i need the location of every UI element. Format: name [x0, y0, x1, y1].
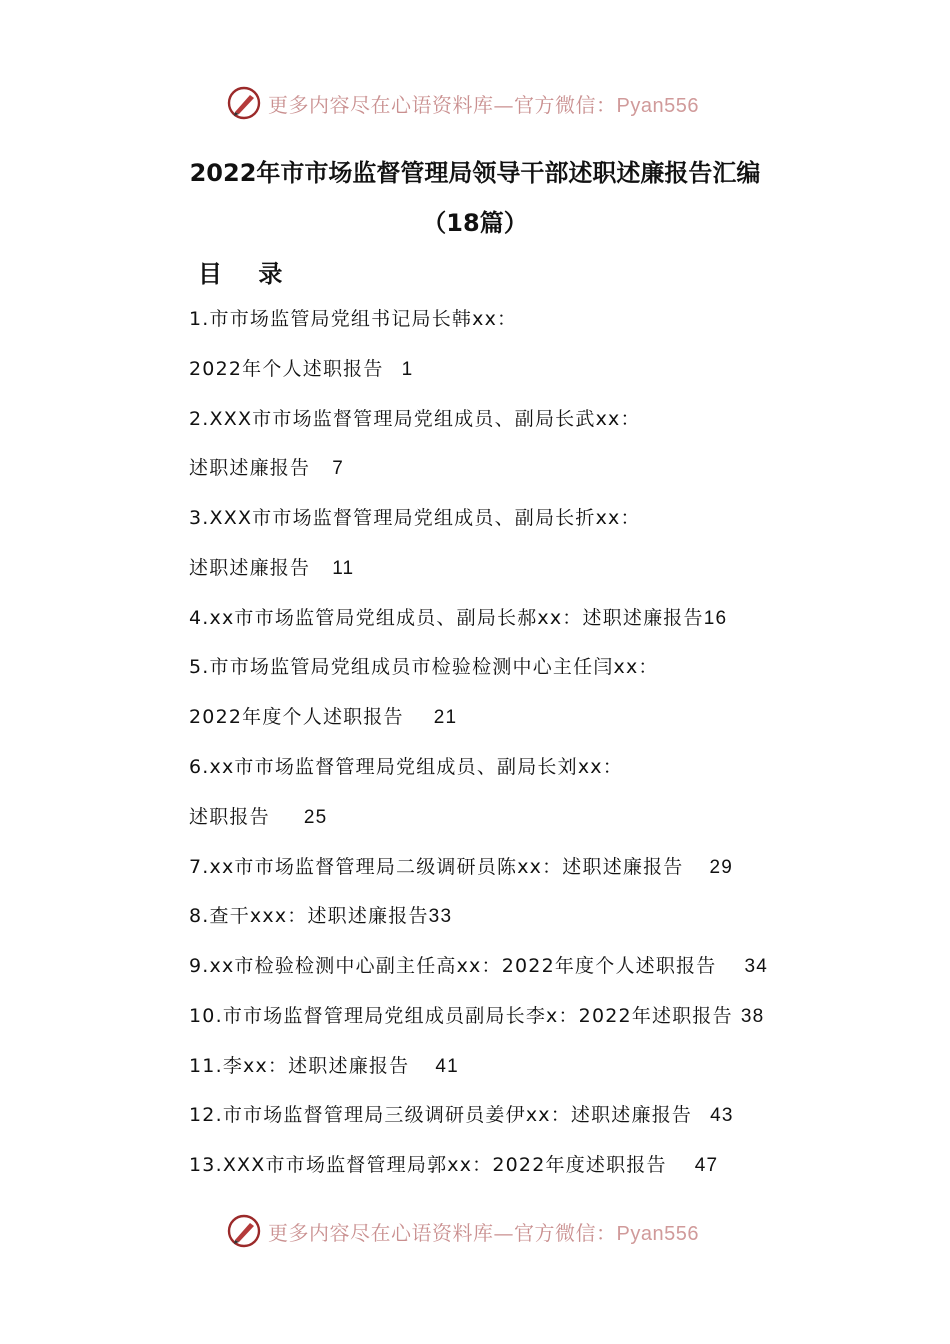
toc-entry-text: 1.市市场监管局党组书记局长韩xx： — [189, 308, 518, 330]
toc-entry[interactable] — [189, 852, 733, 882]
banner-text: 更多内容尽在心语资料库—官方微信：Pyan556 — [268, 1220, 699, 1245]
toc-entry-text: 述职述廉报告 — [189, 557, 311, 579]
toc-entry-text: 6.xx市市场监督管理局党组成员、副局长刘xx： — [189, 756, 623, 778]
toc-entry[interactable] — [189, 503, 641, 533]
toc-entry[interactable] — [189, 1051, 459, 1081]
toc-page-number: 38 — [740, 1006, 765, 1027]
toc-entry-text: 4.xx市市场监管局党组成员、副局长郝xx：述职述廉报告 — [189, 607, 704, 629]
toc-page-number: 25 — [303, 807, 328, 828]
toc-entry[interactable] — [189, 553, 354, 583]
toc-entry[interactable] — [189, 603, 727, 633]
toc-entry-text: 11.李xx：述职述廉报告 — [189, 1055, 410, 1077]
toc-page-number: 11 — [332, 558, 355, 579]
toc-entry[interactable] — [189, 304, 517, 334]
toc-entry[interactable] — [189, 1100, 734, 1130]
toc-entry-text: 8.查干xxx：述职述廉报告 — [189, 905, 429, 927]
toc-entry[interactable] — [189, 1150, 718, 1180]
toc-entry[interactable] — [189, 752, 623, 782]
toc-entry[interactable] — [189, 354, 413, 384]
toc-entry[interactable] — [189, 802, 327, 832]
toc-page-number: 29 — [709, 857, 734, 878]
toc-entry-text: 2022年度个人述职报告 — [189, 706, 404, 728]
toc-page-number: 21 — [433, 707, 458, 728]
toc-page-number: 43 — [710, 1105, 734, 1126]
toc-page-number: 33 — [428, 906, 453, 927]
toc-entry-text: 12.市市场监督管理局三级调研员姜伊xx：述职述廉报告 — [189, 1104, 693, 1126]
toc-entry-text: 2022年个人述职报告 — [189, 358, 384, 380]
toc-entry[interactable] — [189, 702, 457, 732]
toc-entry[interactable] — [189, 453, 344, 483]
toc-page-number: 16 — [703, 608, 728, 629]
toc-entry[interactable] — [189, 404, 641, 434]
wechat-id: Pyan556 — [616, 94, 699, 117]
toc-page-number: 41 — [435, 1056, 459, 1077]
toc-entry-text: 述职述廉报告 — [189, 457, 311, 479]
banner-text: 更多内容尽在心语资料库—官方微信：Pyan556 — [268, 92, 699, 117]
toc-entry[interactable] — [189, 652, 659, 682]
header-banner — [226, 83, 699, 123]
pen-logo-icon — [226, 85, 262, 121]
toc-heading: 目 录 — [198, 260, 297, 288]
toc-entry[interactable] — [189, 901, 452, 931]
toc-page-number: 1 — [401, 359, 414, 380]
wechat-id: Pyan556 — [616, 1222, 699, 1245]
toc-page-number: 7 — [332, 458, 344, 479]
toc-entry-text: 2.XXX市市场监督管理局党组成员、副局长武xx： — [189, 408, 641, 430]
toc-entry-text: 7.xx市市场监督管理局二级调研员陈xx：述职述廉报告 — [189, 856, 684, 878]
toc-entry[interactable] — [189, 1001, 764, 1031]
toc-entry[interactable] — [189, 951, 768, 981]
toc-entry-text: 述职报告 — [189, 806, 270, 828]
pen-logo-icon — [226, 1213, 262, 1249]
toc-page-number: 34 — [744, 956, 769, 977]
toc-entry-text: 3.XXX市市场监督管理局党组成员、副局长折xx： — [189, 507, 641, 529]
footer-banner — [226, 1211, 699, 1251]
toc-entry-text: 5.市市场监管局党组成员市检验检测中心主任闫xx： — [189, 656, 659, 678]
document-title: 2022年市市场监督管理局领导干部述职述廉报告汇编 — [189, 159, 761, 187]
toc-entry-text: 10.市市场监督管理局党组成员副局长李x：2022年述职报告 — [189, 1005, 733, 1027]
toc-page-number: 47 — [694, 1155, 719, 1176]
document-subtitle: （18篇） — [422, 209, 528, 237]
toc-entry-text: 13.XXX市市场监督管理局郭xx：2022年度述职报告 — [189, 1154, 667, 1176]
toc-entry-text: 9.xx市检验检测中心副主任高xx：2022年度个人述职报告 — [189, 955, 717, 977]
